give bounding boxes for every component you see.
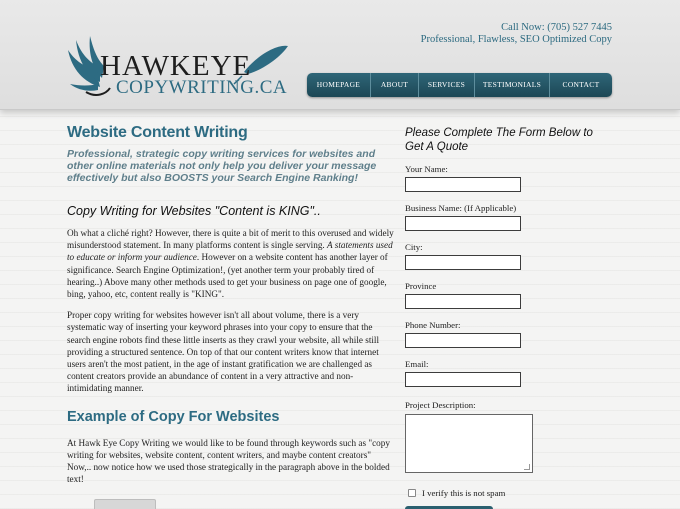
- tagline-text: Professional, Flawless, SEO Optimized Copy: [420, 34, 612, 45]
- nav-contact[interactable]: CONTACT: [562, 80, 600, 89]
- paragraph-1: [67, 227, 397, 300]
- call-now-text: Call Now: (705) 527 7445: [501, 22, 612, 33]
- paragraph-3: At Hawk Eye Copy Writing we would like to be found through keywords such as "copy writing for websites, website content, content writers, and maybe content creators" Now,.. now notice how we used those strategically in the paragraph above in the bolded text!: [67, 437, 390, 485]
- site-logo[interactable]: [66, 32, 316, 102]
- phone-field[interactable]: [405, 333, 521, 348]
- city-label: City:: [405, 242, 423, 252]
- paragraph-1-emphasis: A statements used to educate or inform your audience: [67, 240, 393, 263]
- city-field[interactable]: [405, 255, 521, 270]
- contact-info: [421, 22, 612, 46]
- main-content: [67, 124, 397, 485]
- email-field[interactable]: [405, 372, 521, 387]
- main-nav: [307, 73, 612, 97]
- name-label: Your Name:: [405, 164, 448, 174]
- nav-about[interactable]: ABOUT: [371, 73, 419, 97]
- section-heading: Copy Writing for Websites "Content is KING"..: [67, 204, 321, 218]
- project-label: Project Description:: [405, 400, 476, 410]
- email-label: Email:: [405, 359, 429, 369]
- phone-label: Phone Number:: [405, 320, 461, 330]
- example-heading: Example of Copy For Websites: [67, 408, 280, 425]
- province-field[interactable]: [405, 294, 521, 309]
- business-field[interactable]: [405, 216, 521, 231]
- verify-label: I verify this is not spam: [422, 488, 506, 498]
- logo-subtext: COPYWRITING.CA: [116, 77, 288, 98]
- paragraph-1-text-end: . However on a website content has another layer of significance. Search Engine Optimization!, (yet another term your probably tired of hearing..) Above many other methods used to get your business on page one of google, bing, yahoo, etc, content really is "KING".: [67, 252, 388, 300]
- province-label: Province: [405, 281, 437, 291]
- business-label: Business Name: (If Applicable): [405, 203, 517, 213]
- nav-homepage[interactable]: HOMEPAGE: [307, 73, 371, 97]
- form-title: Please Complete The Form Below to Get A Quote: [405, 127, 593, 153]
- logo-text: HAWKEYE: [100, 50, 252, 82]
- intro-text: Professional, strategic copy writing services for websites and other online materials not only help you deliver your message effectively but also BOOSTS your Search Engine Ranking!: [67, 148, 377, 184]
- page-title: Website Content Writing: [67, 124, 248, 141]
- resize-grip-icon[interactable]: [524, 464, 530, 470]
- nav-services[interactable]: SERVICES: [419, 73, 475, 97]
- project-description-textarea[interactable]: [405, 414, 533, 473]
- quote-form: [405, 126, 605, 498]
- name-field[interactable]: [405, 177, 521, 192]
- nav-testimonials[interactable]: TESTIMONIALS: [475, 73, 550, 97]
- image-thumbnail: [94, 499, 156, 509]
- verify-row: [408, 488, 505, 498]
- paragraph-1-text: Oh what a cliché right? However, there is quite a bit of merit to this overused and widely misunderstood statement. In many platforms content is single serving.: [67, 228, 394, 251]
- verify-checkbox[interactable]: [408, 489, 416, 497]
- paragraph-2: Proper copy writing for websites however isn't all about volume, there is a very systematic way of inserting your keyword phrases into your copy to ensure that the search engine robots find these little inserts as they crawl your website, all while still providing a structured sentence. On top of that our content writers know that internet users aren't the most patient, in the age of instant gratification we are challenged as content creators provide an abundance of content in a very attractive and non-intimidating manner.: [67, 310, 380, 394]
- site-header: [0, 0, 680, 110]
